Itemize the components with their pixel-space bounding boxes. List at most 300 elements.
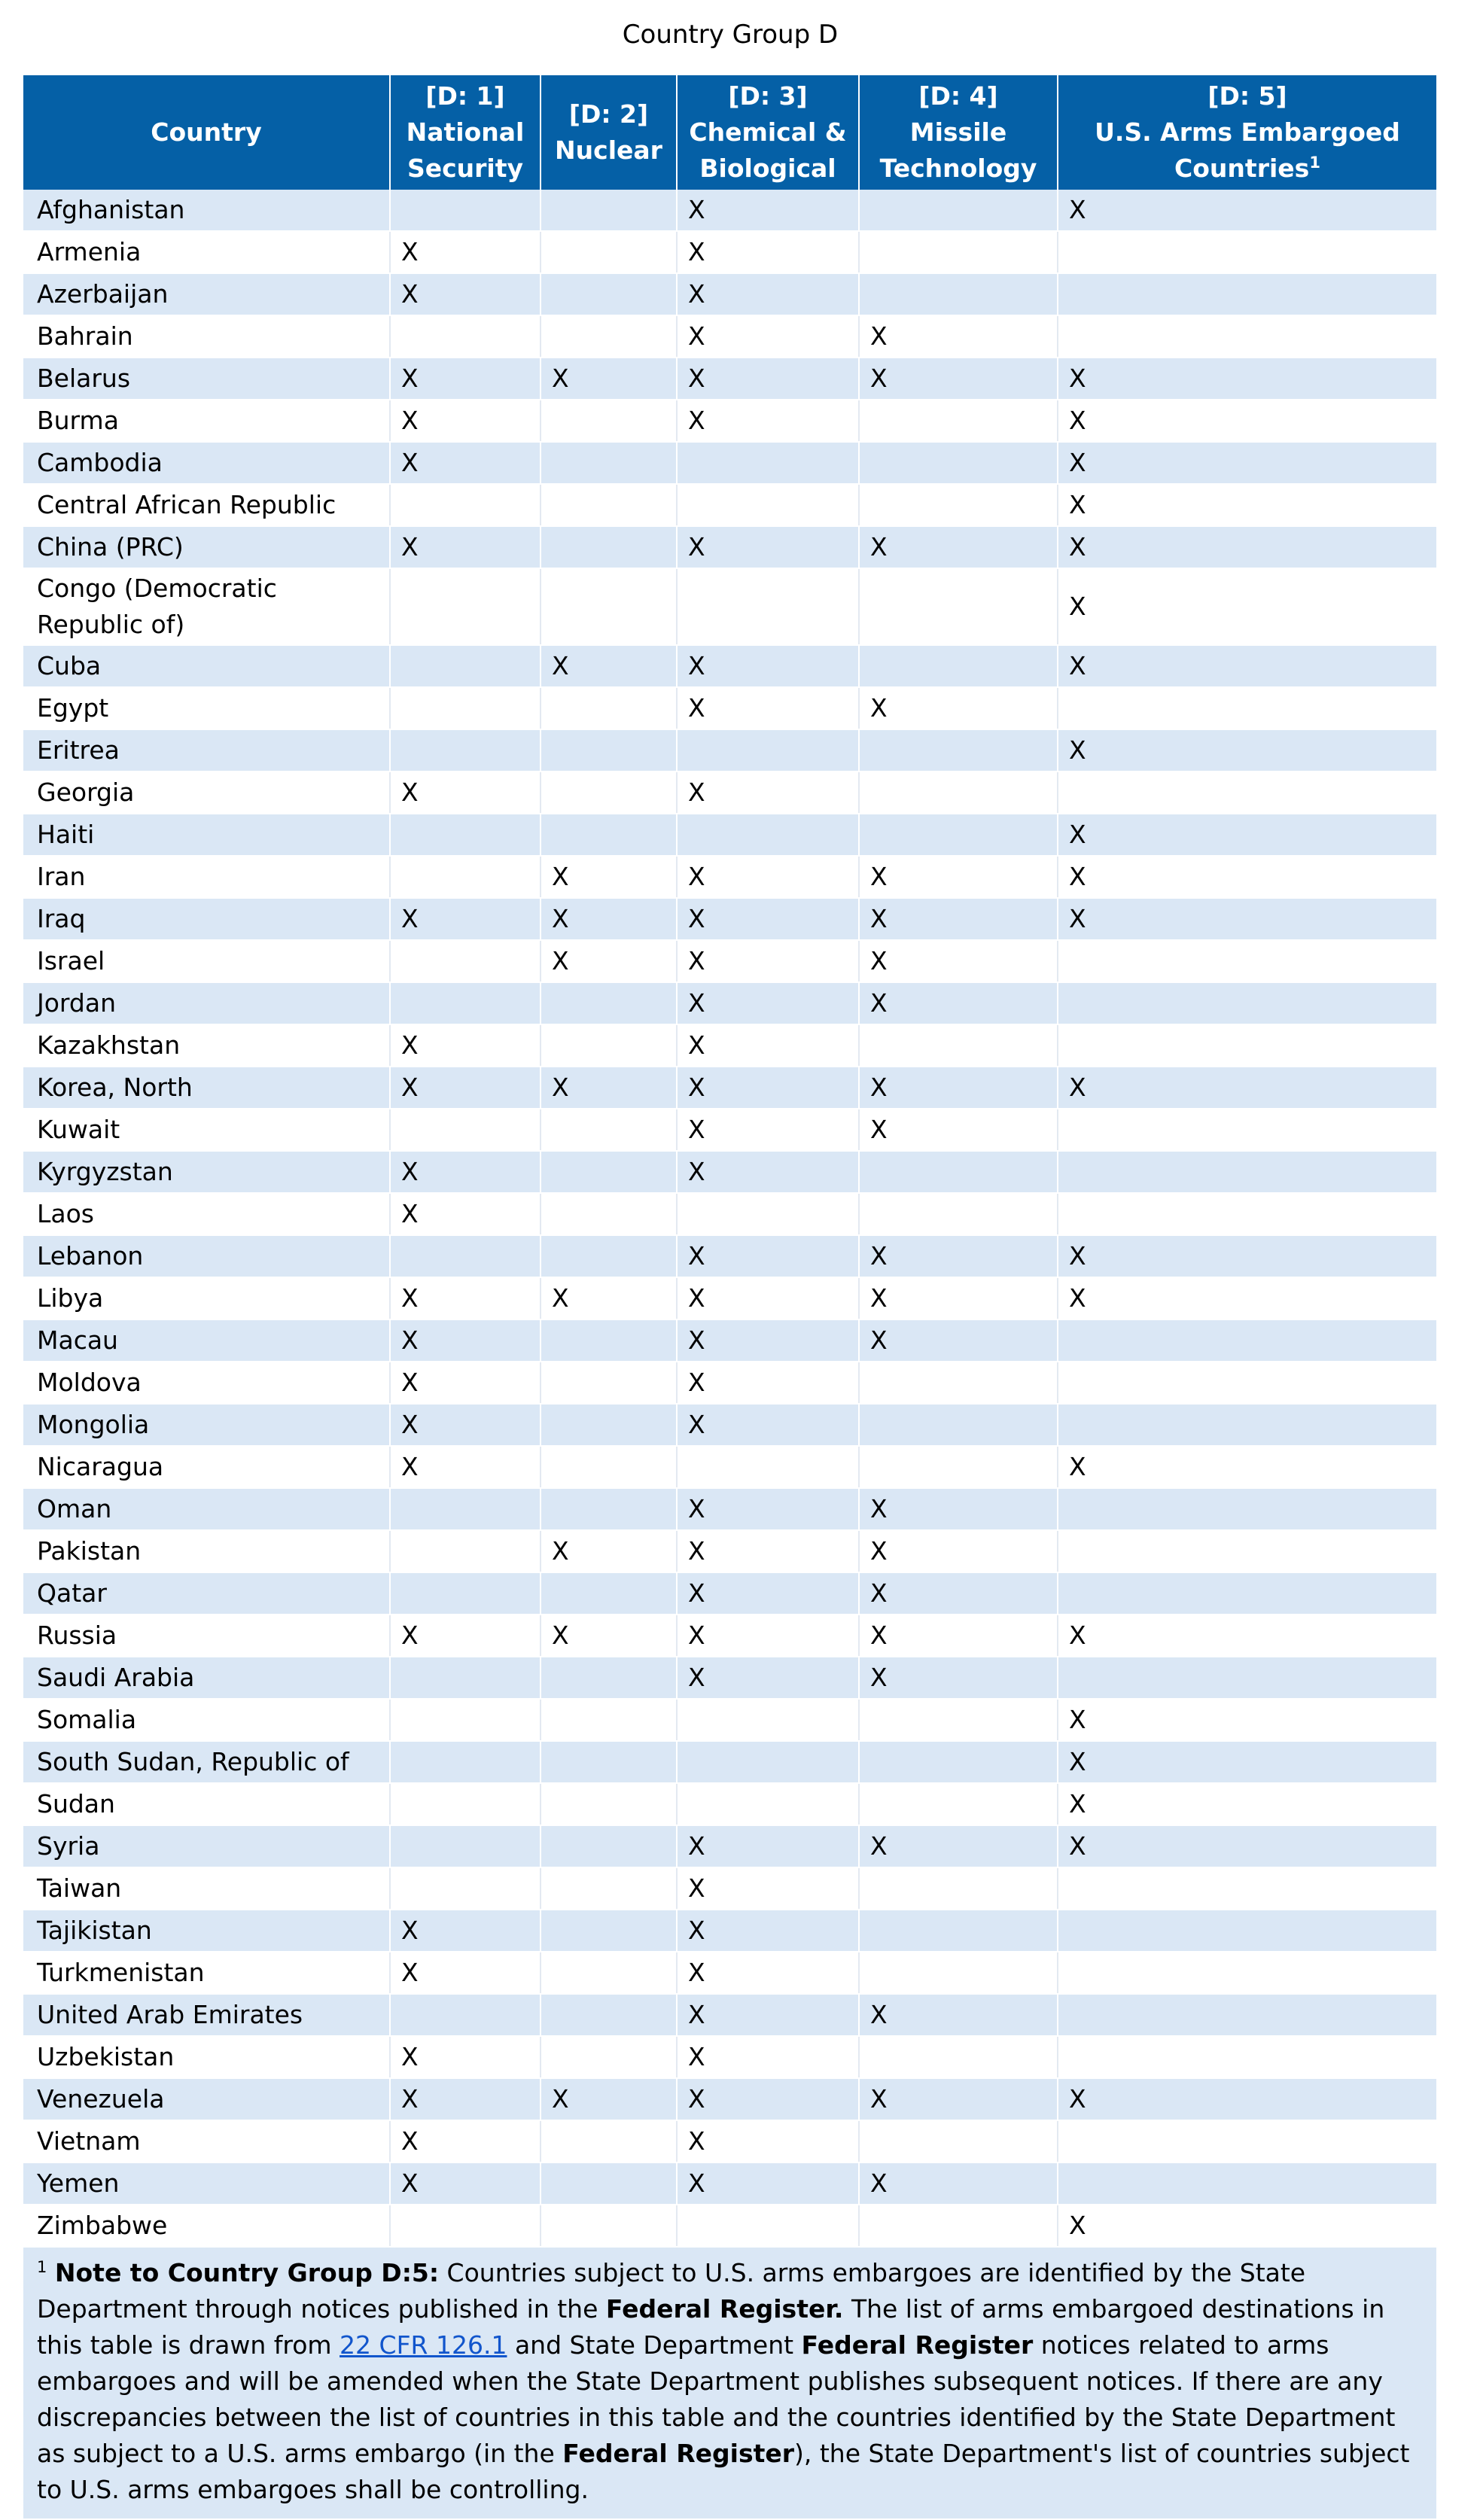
table-row xyxy=(23,273,1436,315)
d1-cell xyxy=(390,2205,541,2247)
d1-cell: X xyxy=(390,1024,541,1067)
d3-cell xyxy=(677,1699,859,1741)
table-row xyxy=(23,231,1436,273)
country-name-cell: Kuwait xyxy=(23,1109,390,1151)
d1-cell: X xyxy=(390,442,541,484)
d5-cell: X xyxy=(1058,1741,1436,1783)
d1-cell xyxy=(390,1783,541,1825)
country-name-cell: Cuba xyxy=(23,645,390,687)
d5-cell: X xyxy=(1058,1235,1436,1277)
d1-cell xyxy=(390,982,541,1024)
table-row xyxy=(23,1109,1436,1151)
d4-cell: X xyxy=(859,1615,1058,1657)
table-row xyxy=(23,1910,1436,1952)
table-row xyxy=(23,442,1436,484)
d4-cell: X xyxy=(859,1572,1058,1615)
d3-cell: X xyxy=(677,1024,859,1067)
d2-cell xyxy=(541,1446,677,1488)
table-row xyxy=(23,982,1436,1024)
d5-cell: X xyxy=(1058,1067,1436,1109)
country-name-cell: Zimbabwe xyxy=(23,2205,390,2247)
d4-cell: X xyxy=(859,1994,1058,2036)
d4-cell: X xyxy=(859,1530,1058,1572)
table-row xyxy=(23,1488,1436,1530)
note-bold-text: Federal Register. xyxy=(605,2294,844,2324)
d3-cell: X xyxy=(677,1657,859,1699)
d5-cell xyxy=(1058,1319,1436,1362)
d3-cell: X xyxy=(677,2036,859,2078)
country-name-cell: Uzbekistan xyxy=(23,2036,390,2078)
d3-cell: X xyxy=(677,1952,859,1994)
table-note xyxy=(23,2247,1436,2519)
d2-cell xyxy=(541,1741,677,1783)
country-name-cell: Israel xyxy=(23,940,390,982)
d5-cell xyxy=(1058,982,1436,1024)
d2-cell xyxy=(541,2120,677,2162)
country-name-cell: Venezuela xyxy=(23,2078,390,2120)
country-name-cell: Iraq xyxy=(23,898,390,940)
d2-cell xyxy=(541,1952,677,1994)
header-d3: [D: 3] Chemical & Biological xyxy=(677,75,859,190)
d4-cell xyxy=(859,1783,1058,1825)
d1-cell: X xyxy=(390,898,541,940)
table-row xyxy=(23,898,1436,940)
d3-cell xyxy=(677,1446,859,1488)
d4-cell: X xyxy=(859,1488,1058,1530)
d5-cell xyxy=(1058,1404,1436,1446)
table-row xyxy=(23,1952,1436,1994)
d1-cell: X xyxy=(390,231,541,273)
d1-cell: X xyxy=(390,1362,541,1404)
d5-cell: X xyxy=(1058,856,1436,898)
d1-cell: X xyxy=(390,1910,541,1952)
table-row xyxy=(23,1657,1436,1699)
d5-cell xyxy=(1058,1362,1436,1404)
country-name-cell: Iran xyxy=(23,856,390,898)
d2-cell xyxy=(541,1024,677,1067)
d2-cell xyxy=(541,1825,677,1867)
d5-cell xyxy=(1058,231,1436,273)
d4-cell xyxy=(859,190,1058,231)
d5-cell: X xyxy=(1058,1699,1436,1741)
d3-cell: X xyxy=(677,1235,859,1277)
country-name-cell: Congo (Democratic Republic of) xyxy=(23,568,390,645)
table-row xyxy=(23,814,1436,856)
d3-cell: X xyxy=(677,1151,859,1193)
d5-cell xyxy=(1058,1530,1436,1572)
country-name-cell: Belarus xyxy=(23,358,390,400)
d3-cell: X xyxy=(677,940,859,982)
d2-cell xyxy=(541,1657,677,1699)
d4-cell: X xyxy=(859,940,1058,982)
d4-cell xyxy=(859,1952,1058,1994)
country-name-cell: Russia xyxy=(23,1615,390,1657)
d3-cell xyxy=(677,729,859,772)
d1-cell xyxy=(390,1994,541,2036)
note-bold-text: Federal Register xyxy=(801,2330,1034,2360)
d3-cell: X xyxy=(677,2078,859,2120)
d5-cell xyxy=(1058,1488,1436,1530)
country-name-cell: Oman xyxy=(23,1488,390,1530)
d3-cell: X xyxy=(677,231,859,273)
d5-cell xyxy=(1058,273,1436,315)
d5-cell xyxy=(1058,315,1436,358)
d2-cell xyxy=(541,1193,677,1235)
country-name-cell: Syria xyxy=(23,1825,390,1867)
country-name-cell: Moldova xyxy=(23,1362,390,1404)
d2-cell: X xyxy=(541,358,677,400)
d3-cell: X xyxy=(677,315,859,358)
country-name-cell: Cambodia xyxy=(23,442,390,484)
d1-cell xyxy=(390,1572,541,1615)
country-name-cell: Central African Republic xyxy=(23,484,390,526)
d5-cell: X xyxy=(1058,898,1436,940)
cfr-reference-link[interactable]: 22 CFR 126.1 xyxy=(340,2330,507,2360)
d5-cell: X xyxy=(1058,484,1436,526)
note-text: notices related to arms embargoes and will be amended when the State Department publishes subsequent notices. If there are any discrepancies between the list of countries in this table and the countries identified by the State Department as subject to a U.S. arms embargo (in the xyxy=(37,2330,1396,2468)
country-name-cell: Yemen xyxy=(23,2162,390,2205)
d1-cell: X xyxy=(390,1446,541,1488)
country-name-cell: Pakistan xyxy=(23,1530,390,1572)
d5-cell: X xyxy=(1058,814,1436,856)
d5-cell xyxy=(1058,1657,1436,1699)
country-name-cell: Korea, North xyxy=(23,1067,390,1109)
d2-cell xyxy=(541,1488,677,1530)
d4-cell xyxy=(859,1446,1058,1488)
d5-cell xyxy=(1058,2036,1436,2078)
table-row xyxy=(23,315,1436,358)
country-name-cell: Lebanon xyxy=(23,1235,390,1277)
d1-cell: X xyxy=(390,1193,541,1235)
country-name-cell: Qatar xyxy=(23,1572,390,1615)
d1-cell xyxy=(390,645,541,687)
d5-cell: X xyxy=(1058,442,1436,484)
note-bold-text: Note to Country Group D:5: xyxy=(54,2258,440,2287)
table-row xyxy=(23,358,1436,400)
d1-cell: X xyxy=(390,2162,541,2205)
country-name-cell: Armenia xyxy=(23,231,390,273)
table-row xyxy=(23,190,1436,231)
d4-cell: X xyxy=(859,1825,1058,1867)
table-row xyxy=(23,2078,1436,2120)
d3-cell xyxy=(677,1783,859,1825)
d4-cell: X xyxy=(859,1657,1058,1699)
d1-cell xyxy=(390,484,541,526)
table-row xyxy=(23,687,1436,729)
d2-cell xyxy=(541,1699,677,1741)
d4-cell: X xyxy=(859,1235,1058,1277)
table-row xyxy=(23,1024,1436,1067)
d3-cell: X xyxy=(677,1867,859,1910)
d5-cell: X xyxy=(1058,2078,1436,2120)
d4-cell xyxy=(859,1151,1058,1193)
country-name-cell: Somalia xyxy=(23,1699,390,1741)
d1-cell xyxy=(390,190,541,231)
d3-cell: X xyxy=(677,982,859,1024)
d4-cell: X xyxy=(859,687,1058,729)
d2-cell: X xyxy=(541,1067,677,1109)
note-footnote-marker: 1 xyxy=(37,2258,47,2276)
d4-cell xyxy=(859,729,1058,772)
d2-cell xyxy=(541,1109,677,1151)
d1-cell xyxy=(390,1235,541,1277)
d2-cell xyxy=(541,526,677,568)
d1-cell xyxy=(390,1741,541,1783)
d1-cell xyxy=(390,1825,541,1867)
d4-cell xyxy=(859,568,1058,645)
d5-cell: X xyxy=(1058,645,1436,687)
d3-cell: X xyxy=(677,2120,859,2162)
d3-cell: X xyxy=(677,190,859,231)
country-name-cell: Sudan xyxy=(23,1783,390,1825)
table-row xyxy=(23,1319,1436,1362)
d3-cell: X xyxy=(677,687,859,729)
d1-cell: X xyxy=(390,2036,541,2078)
d4-cell xyxy=(859,273,1058,315)
header-d5: [D: 5] U.S. Arms Embargoed Countries$^1$ xyxy=(1058,75,1436,190)
country-name-cell: China (PRC) xyxy=(23,526,390,568)
d2-cell: X xyxy=(541,898,677,940)
d2-cell: X xyxy=(541,856,677,898)
table-note-row xyxy=(23,2247,1436,2519)
d3-cell: X xyxy=(677,1910,859,1952)
table-row xyxy=(23,1994,1436,2036)
d5-cell: X xyxy=(1058,1615,1436,1657)
country-group-d-table xyxy=(23,75,1436,2520)
d5-cell xyxy=(1058,1952,1436,1994)
table-caption: Country Group D xyxy=(622,20,839,50)
header-d2: [D: 2] Nuclear xyxy=(541,75,677,190)
d1-cell: X xyxy=(390,1067,541,1109)
d5-cell: X xyxy=(1058,2205,1436,2247)
table-row xyxy=(23,484,1436,526)
d5-cell xyxy=(1058,2162,1436,2205)
d1-cell xyxy=(390,1657,541,1699)
d5-cell xyxy=(1058,940,1436,982)
d3-cell: X xyxy=(677,1362,859,1404)
table-header-row xyxy=(23,75,1436,190)
d4-cell: X xyxy=(859,1109,1058,1151)
country-name-cell: Vietnam xyxy=(23,2120,390,2162)
note-text: ), the State Department's list of countries subject to U.S. arms embargoes shall be controlling. xyxy=(37,2439,1410,2504)
d5-cell: X xyxy=(1058,190,1436,231)
d4-cell xyxy=(859,1741,1058,1783)
d4-cell: X xyxy=(859,1277,1058,1319)
d1-cell: X xyxy=(390,1277,541,1319)
d3-cell: X xyxy=(677,645,859,687)
note-text: and State Department xyxy=(507,2330,802,2360)
d1-cell: X xyxy=(390,358,541,400)
d4-cell: X xyxy=(859,526,1058,568)
country-name-cell: Burma xyxy=(23,400,390,442)
d2-cell: X xyxy=(541,1277,677,1319)
table-row xyxy=(23,1741,1436,1783)
header-d4: [D: 4] Missile Technology xyxy=(859,75,1058,190)
d4-cell xyxy=(859,814,1058,856)
d4-cell xyxy=(859,1193,1058,1235)
d1-cell xyxy=(390,814,541,856)
d1-cell xyxy=(390,940,541,982)
d4-cell xyxy=(859,1404,1058,1446)
d3-cell xyxy=(677,568,859,645)
d3-cell: X xyxy=(677,358,859,400)
table-row xyxy=(23,1067,1436,1109)
d2-cell xyxy=(541,1867,677,1910)
d5-cell xyxy=(1058,2120,1436,2162)
d1-cell xyxy=(390,1530,541,1572)
table-row xyxy=(23,1362,1436,1404)
d2-cell xyxy=(541,231,677,273)
d3-cell: X xyxy=(677,1615,859,1657)
table-row xyxy=(23,1404,1436,1446)
table-row xyxy=(23,526,1436,568)
d1-cell: X xyxy=(390,2078,541,2120)
d3-cell: X xyxy=(677,898,859,940)
d2-cell xyxy=(541,2205,677,2247)
d5-cell: X xyxy=(1058,1277,1436,1319)
table-row xyxy=(23,856,1436,898)
d1-cell xyxy=(390,315,541,358)
d5-cell xyxy=(1058,1910,1436,1952)
d4-cell: X xyxy=(859,2078,1058,2120)
d3-cell xyxy=(677,814,859,856)
d2-cell xyxy=(541,2162,677,2205)
d5-cell: X xyxy=(1058,358,1436,400)
d4-cell xyxy=(859,1024,1058,1067)
table-row xyxy=(23,729,1436,772)
country-name-cell: Georgia xyxy=(23,772,390,814)
d2-cell xyxy=(541,1151,677,1193)
d2-cell: X xyxy=(541,940,677,982)
d3-cell: X xyxy=(677,1067,859,1109)
note-text: The list of arms embargoed destinations in this table is drawn from xyxy=(37,2294,1385,2360)
d1-cell: X xyxy=(390,1952,541,1994)
d2-cell: X xyxy=(541,645,677,687)
country-name-cell: Azerbaijan xyxy=(23,273,390,315)
table-row xyxy=(23,1615,1436,1657)
d5-cell xyxy=(1058,1109,1436,1151)
country-name-cell: Laos xyxy=(23,1193,390,1235)
d4-cell: X xyxy=(859,982,1058,1024)
d4-cell xyxy=(859,1699,1058,1741)
d1-cell xyxy=(390,568,541,645)
d5-cell xyxy=(1058,687,1436,729)
d2-cell: X xyxy=(541,1615,677,1657)
d2-cell xyxy=(541,400,677,442)
d2-cell xyxy=(541,1783,677,1825)
table-row xyxy=(23,1699,1436,1741)
d2-cell xyxy=(541,1362,677,1404)
table-row xyxy=(23,772,1436,814)
header-footnote-marker: 1 xyxy=(1309,154,1320,172)
table-row xyxy=(23,2036,1436,2078)
table-body xyxy=(23,190,1436,2247)
d1-cell: X xyxy=(390,2120,541,2162)
table-row xyxy=(23,2205,1436,2247)
d2-cell xyxy=(541,1994,677,2036)
table-row xyxy=(23,1235,1436,1277)
table-row xyxy=(23,1530,1436,1572)
d3-cell: X xyxy=(677,1825,859,1867)
d4-cell xyxy=(859,1362,1058,1404)
country-name-cell: Haiti xyxy=(23,814,390,856)
d3-cell xyxy=(677,2205,859,2247)
d2-cell xyxy=(541,568,677,645)
d3-cell: X xyxy=(677,1109,859,1151)
table-row xyxy=(23,1825,1436,1867)
d1-cell: X xyxy=(390,1319,541,1362)
d2-cell xyxy=(541,1235,677,1277)
d3-cell: X xyxy=(677,1277,859,1319)
d4-cell xyxy=(859,645,1058,687)
d4-cell xyxy=(859,484,1058,526)
d4-cell xyxy=(859,231,1058,273)
d4-cell: X xyxy=(859,358,1058,400)
d2-cell xyxy=(541,442,677,484)
d1-cell: X xyxy=(390,526,541,568)
d4-cell xyxy=(859,1910,1058,1952)
table-row xyxy=(23,1867,1436,1910)
d5-cell: X xyxy=(1058,526,1436,568)
d2-cell xyxy=(541,1404,677,1446)
d3-cell: X xyxy=(677,856,859,898)
country-name-cell: Kazakhstan xyxy=(23,1024,390,1067)
d5-cell: X xyxy=(1058,400,1436,442)
country-name-cell: United Arab Emirates xyxy=(23,1994,390,2036)
d5-cell: X xyxy=(1058,1825,1436,1867)
d5-cell: X xyxy=(1058,729,1436,772)
d5-cell xyxy=(1058,1193,1436,1235)
header-d1: [D: 1] National Security xyxy=(390,75,541,190)
d3-cell xyxy=(677,1193,859,1235)
d2-cell xyxy=(541,273,677,315)
d4-cell xyxy=(859,442,1058,484)
country-name-cell: Eritrea xyxy=(23,729,390,772)
d1-cell: X xyxy=(390,772,541,814)
d4-cell: X xyxy=(859,2162,1058,2205)
table-row xyxy=(23,1277,1436,1319)
d5-cell xyxy=(1058,1867,1436,1910)
d1-cell xyxy=(390,687,541,729)
d4-cell: X xyxy=(859,1067,1058,1109)
d1-cell xyxy=(390,1488,541,1530)
d3-cell: X xyxy=(677,1488,859,1530)
country-name-cell: Tajikistan xyxy=(23,1910,390,1952)
header-country: Country xyxy=(23,75,390,190)
d3-cell: X xyxy=(677,400,859,442)
d2-cell xyxy=(541,982,677,1024)
d5-cell xyxy=(1058,1151,1436,1193)
d1-cell xyxy=(390,1109,541,1151)
d2-cell xyxy=(541,729,677,772)
d4-cell xyxy=(859,2205,1058,2247)
country-name-cell: Taiwan xyxy=(23,1867,390,1910)
d4-cell xyxy=(859,400,1058,442)
d5-cell: X xyxy=(1058,568,1436,645)
table-row xyxy=(23,645,1436,687)
country-name-cell: Nicaragua xyxy=(23,1446,390,1488)
d3-cell: X xyxy=(677,1530,859,1572)
table-row xyxy=(23,400,1436,442)
d4-cell: X xyxy=(859,856,1058,898)
table-row xyxy=(23,1783,1436,1825)
d2-cell xyxy=(541,1910,677,1952)
d5-cell xyxy=(1058,1572,1436,1615)
country-name-cell: Afghanistan xyxy=(23,190,390,231)
d1-cell: X xyxy=(390,1404,541,1446)
country-name-cell: Bahrain xyxy=(23,315,390,358)
d4-cell: X xyxy=(859,315,1058,358)
